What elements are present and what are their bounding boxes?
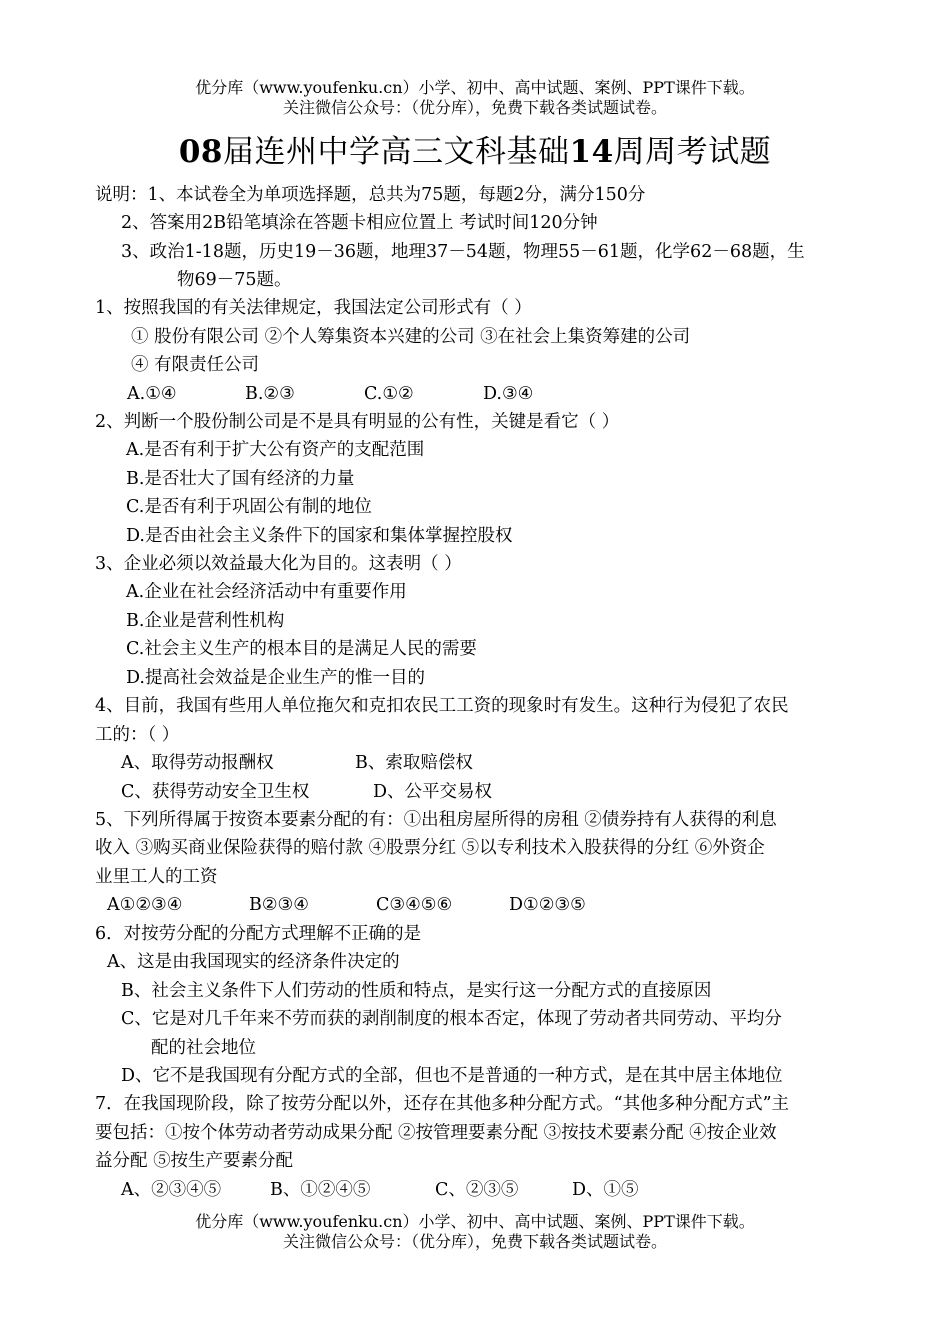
- q6-option-d: D、它不是我国现有分配方式的全部，但也不是普通的一种方式，是在其中居主体地位: [121, 1066, 783, 1086]
- q1-option-d: D.③④: [483, 384, 534, 404]
- q1-option-b: B.②③: [245, 384, 295, 404]
- q6-option-b: B、社会主义条件下人们劳动的性质和特点，是实行这一分配方式的直接原因: [121, 981, 712, 1001]
- q7-stem-2: 要包括：①按个体劳动者劳动成果分配 ②按管理要素分配 ③按技术要素分配 ④按企业效: [95, 1123, 777, 1143]
- q1-items-1: ① 股份有限公司 ②个人筹集资本兴建的公司 ③在社会上集资筹建的公司: [131, 327, 691, 347]
- q4-stem-2: 工的：（ ）: [95, 725, 180, 745]
- instruction-3: 3、政治1-18题，历史19－36题，地理37－54题，物理55－61题，化学62－68题，生: [121, 242, 805, 262]
- q7-option-a: A、②③④⑤: [121, 1180, 222, 1200]
- q3-stem: 3、企业必须以效益最大化为目的。这表明（ ）: [95, 554, 462, 574]
- q5-option-c: C③④⑤⑥: [376, 895, 453, 915]
- q2-stem: 2、判断一个股份制公司是不是具有明显的公有性，关键是看它（ ）: [95, 412, 620, 432]
- q1-items-2: ④ 有限责任公司: [131, 355, 260, 375]
- title-text-2: 周周考试题: [613, 134, 772, 170]
- q6-option-c-line-2: 配的社会地位: [151, 1038, 256, 1058]
- q7-stem-3: 益分配 ⑤按生产要素分配: [95, 1151, 294, 1171]
- q5-option-b: B②③④: [249, 895, 309, 915]
- title-number-2: 14: [569, 134, 614, 170]
- q6-stem: 6．对按劳分配的分配方式理解不正确的是: [95, 924, 422, 944]
- q5-stem-2: 收入 ③购买商业保险获得的赔付款 ④股票分红 ⑤以专利技术入股获得的分红 ⑥外资企: [95, 838, 765, 858]
- q1-stem: 1、按照我国的有关法律规定，我国法定公司形式有（ ）: [95, 298, 532, 318]
- q1-option-c: C.①②: [364, 384, 414, 404]
- header-line-1: 优分库（www.youfenku.cn）小学、初中、高中试题、案例、PPT课件下载。: [195, 78, 755, 97]
- q2-option-b: B.是否壮大了国有经济的力量: [126, 469, 355, 489]
- title-number-1: 08: [178, 134, 223, 170]
- q2-option-a: A.是否有利于扩大公有资产的支配范围: [126, 440, 425, 460]
- q1-option-a: A.①④: [127, 384, 177, 404]
- q2-option-d: D.是否由社会主义条件下的国家和集体掌握控股权: [126, 526, 513, 546]
- instruction-1: 说明：1、本试卷全为单项选择题，总共为75题，每题2分，满分150分: [95, 185, 646, 205]
- q7-option-c: C、②③⑤: [435, 1180, 519, 1200]
- q5-option-d: D①②③⑤: [509, 895, 586, 915]
- q7-option-d: D、①⑤: [572, 1180, 639, 1200]
- instruction-4: 物69－75题。: [177, 270, 292, 290]
- q2-option-c: C.是否有利于巩固公有制的地位: [126, 497, 372, 517]
- footer-line-1: 优分库（www.youfenku.cn）小学、初中、高中试题、案例、PPT课件下载。: [195, 1212, 755, 1231]
- q3-option-b: B.企业是营利性机构: [126, 611, 285, 631]
- q5-stem-3: 业里工人的工资: [95, 867, 218, 887]
- q5-stem-1: 5、下列所得属于按资本要素分配的有：①出租房屋所得的房租 ②债券持有人获得的利息: [95, 810, 777, 830]
- q4-stem-1: 4、目前，我国有些用人单位拖欠和克扣农民工工资的现象时有发生。这种行为侵犯了农民: [95, 696, 789, 716]
- q4-option-b: B、索取赔偿权: [355, 753, 473, 773]
- q3-option-a: A.企业在社会经济活动中有重要作用: [126, 582, 407, 602]
- q3-option-c: C.社会主义生产的根本目的是满足人民的需要: [126, 639, 477, 659]
- page-title: [0, 132, 950, 172]
- footer-line-2: 关注微信公众号：（优分库），免费下载各类试题试卷。: [282, 1232, 667, 1251]
- q4-option-a: A、取得劳动报酬权: [121, 753, 274, 773]
- q4-option-d: D、公平交易权: [373, 782, 493, 802]
- q5-option-a: A①②③④: [107, 895, 183, 915]
- header-line-2: 关注微信公众号：（优分库），免费下载各类试题试卷。: [282, 98, 667, 117]
- title-text-1: 届连州中学高三文科基础: [223, 134, 570, 170]
- q6-option-a: A、这是由我国现实的经济条件决定的: [107, 952, 400, 972]
- instruction-2: 2、答案用2B铅笔填涂在答题卡相应位置上 考试时间120分钟: [121, 213, 598, 233]
- q7-option-b: B、①②④⑤: [270, 1180, 371, 1200]
- q4-option-c: C、获得劳动安全卫生权: [121, 782, 310, 802]
- q7-stem-1: 7．在我国现阶段，除了按劳分配以外，还存在其他多种分配方式。“其他多种分配方式”主: [95, 1094, 790, 1114]
- q6-option-c-line-1: C、它是对几千年来不劳而获的剥削制度的根本否定，体现了劳动者共同劳动、平均分: [121, 1009, 782, 1029]
- q3-option-d: D.提高社会效益是企业生产的惟一目的: [126, 668, 425, 688]
